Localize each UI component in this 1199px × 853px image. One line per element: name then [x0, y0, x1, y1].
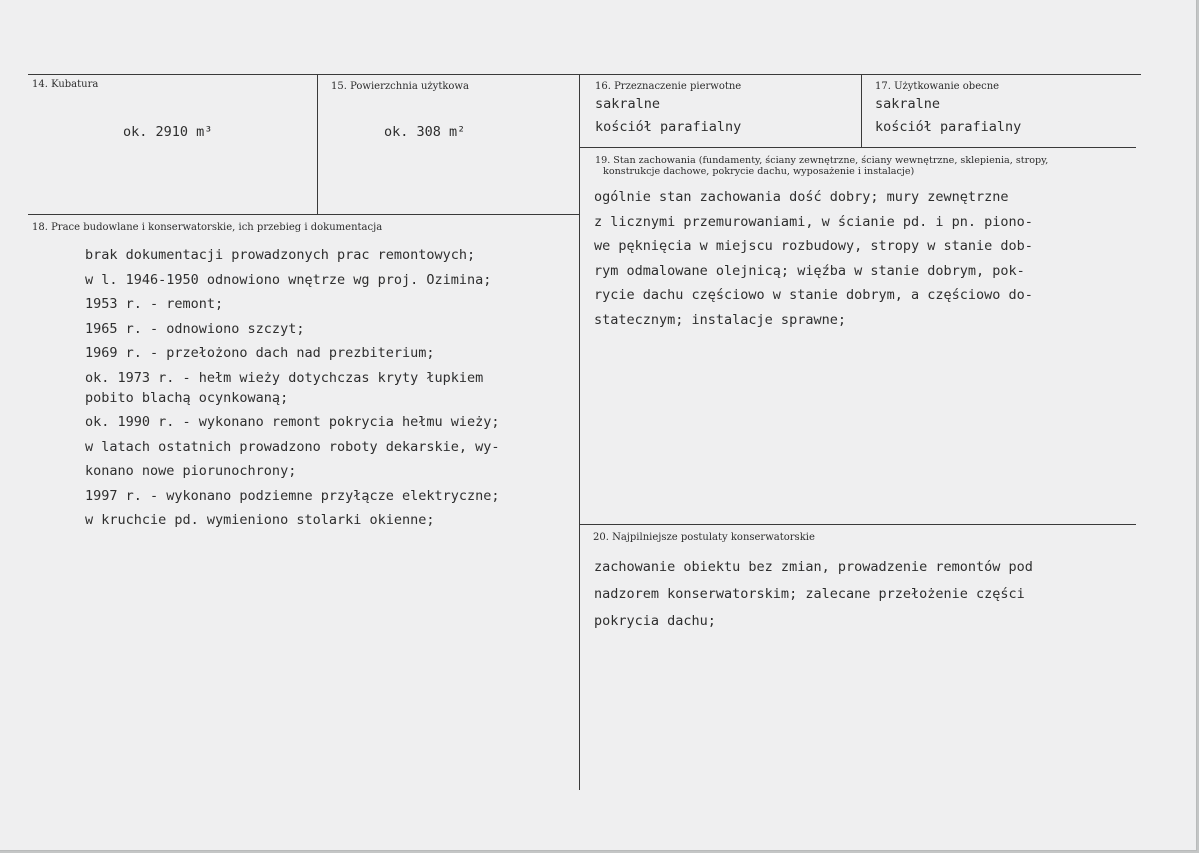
rule-col1	[317, 74, 318, 214]
field-19-label-line1: 19. Stan zachowania (fundamenty, ściany zewnętrzne, ściany wewnętrzne, sklepienia, stropy,	[595, 155, 1049, 166]
field-17-label: 17. Użytkowanie obecne	[875, 81, 1000, 92]
field-14-label: 14. Kubatura	[32, 79, 99, 90]
field-18-content	[85, 243, 500, 533]
field-19-line: statecznym; instalacje sprawne;	[594, 311, 846, 328]
field-19-line: ogólnie stan zachowania dość dobry; mury zewnętrzne	[594, 189, 1009, 205]
field-18-line: 1969 r. - przełożono dach nad prezbiterium;	[85, 345, 435, 362]
field-19-line: z licznymi przemurowaniami, w ścianie pd. i pn. piono-	[594, 213, 1033, 230]
field-19-content	[594, 185, 1033, 333]
field-20-line: pokrycia dachu;	[594, 613, 716, 629]
field-17-content	[875, 93, 1021, 139]
field-16-line: kościół parafialny	[595, 119, 742, 135]
field-16-line: sakralne	[595, 96, 661, 112]
field-20-line: zachowanie obiektu bez zmian, prowadzenie remontów pod	[594, 559, 1033, 575]
field-18-line: ok. 1990 r. - wykonano remont pokrycia hełmu wieży;	[85, 413, 500, 430]
field-18-line: 1953 r. - remont;	[85, 296, 224, 313]
field-19-line: rym odmalowane olejnicą; więźba w stanie dobrym, pok-	[594, 262, 1025, 279]
field-18-line: w kruchcie pd. wymieniono stolarki okienne;	[85, 512, 435, 529]
rule-under-16-17	[579, 147, 1136, 148]
field-18-line: 1965 r. - odnowiono szczyt;	[85, 320, 305, 337]
field-18-line: pobito blachą ocynkowaną;	[85, 389, 289, 406]
field-18-line: w l. 1946-1950 odnowiono wnętrze wg proj. Ozimina;	[85, 271, 492, 288]
field-15-value: ok. 308 m²	[384, 124, 466, 140]
field-14-value: ok. 2910 m³	[123, 124, 213, 140]
field-17-line: sakralne	[875, 96, 941, 112]
rule-under-14-15	[28, 214, 580, 215]
rule-top	[28, 74, 1141, 75]
field-19-label-line2: konstrukcje dachowe, pokrycie dachu, wyposażenie i instalacje)	[603, 166, 915, 177]
field-18-label: 18. Prace budowlane i konserwatorskie, ich przebieg i dokumentacja	[32, 222, 383, 233]
field-19-line: rycie dachu częściowo w stanie dobrym, a częściowo do-	[594, 287, 1033, 304]
field-17-line: kościół parafialny	[875, 119, 1022, 135]
rule-col3	[861, 74, 862, 148]
rule-center	[579, 74, 580, 790]
field-18-line: konano nowe piorunochrony;	[85, 463, 297, 480]
field-16-content	[595, 93, 741, 139]
field-18-line: w latach ostatnich prowadzono roboty dekarskie, wy-	[85, 438, 500, 455]
field-16-label: 16. Przeznaczenie pierwotne	[595, 81, 742, 92]
field-20-label: 20. Najpilniejsze postulaty konserwatorskie	[593, 532, 815, 543]
field-18-line: ok. 1973 r. - hełm wieży dotychczas kryty łupkiem	[85, 369, 484, 386]
field-15-label: 15. Powierzchnia użytkowa	[331, 81, 469, 92]
rule-under-19	[579, 524, 1136, 525]
field-19-line: we pęknięcia w miejscu rozbudowy, stropy w stanie dob-	[594, 238, 1033, 255]
field-20-line: nadzorem konserwatorskim; zalecane przełożenie części	[594, 586, 1025, 602]
field-20-content	[594, 554, 1033, 635]
field-18-line: 1997 r. - wykonano podziemne przyłącze elektryczne;	[85, 487, 500, 504]
field-18-line: brak dokumentacji prowadzonych prac remontowych;	[85, 247, 476, 263]
